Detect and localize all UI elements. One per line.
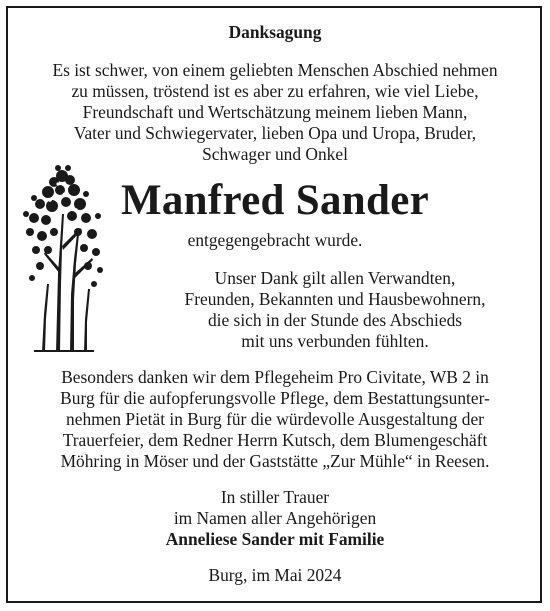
special-thanks-line: Möhring in Möser und der Gaststätte „Zur Mühle“ in Reesen. <box>60 451 490 471</box>
after-name-line: entgegengebracht wurde. <box>187 230 363 250</box>
special-thanks-line: Burg für die aufopferungsvolle Pflege, dem Bestattungsunter- <box>60 388 490 408</box>
thanks-line: Freunden, Bekannten und Hausbewohnern, <box>184 289 486 309</box>
special-thanks-line: Besonders danken wir dem Pflegeheim Pro Civitate, WB 2 in <box>61 367 489 387</box>
signature: Anneliese Sander mit Familie <box>165 529 385 549</box>
intro-line: Vater und Schwiegervater, lieben Opa und Uropa, Bruder, <box>73 123 477 143</box>
intro-line: Freundschaft und Wertschätzung meinem lieben Mann, <box>82 102 468 122</box>
thanks-line: die sich in der Stunde des Abschieds <box>207 310 463 330</box>
special-thanks-line: nehmen Pietät in Burg für die würdevolle Ausgestaltung der <box>66 409 484 429</box>
deceased-name: Manfred Sander <box>121 177 429 224</box>
thanks-line: Unser Dank gilt allen Verwandten, <box>214 268 456 288</box>
intro-line: Es ist schwer, von einem geliebten Menschen Abschied nehmen <box>52 60 498 80</box>
closing-line: im Namen aller Angehörigen <box>173 508 377 528</box>
special-thanks-line: Trauerfeier, dem Redner Herrn Kutsch, dem Blumengeschäft <box>62 430 488 450</box>
intro-line: zu müssen, tröstend ist es aber zu erfahren, wie viel Liebe, <box>71 81 479 101</box>
intro-line: Schwager und Onkel <box>202 144 348 164</box>
thanks-line: mit uns verbunden fühlten. <box>241 331 429 351</box>
notice-heading: Danksagung <box>228 22 322 42</box>
closing-line: In stiller Trauer <box>220 487 330 507</box>
place-date: Burg, im Mai 2024 <box>208 565 342 585</box>
